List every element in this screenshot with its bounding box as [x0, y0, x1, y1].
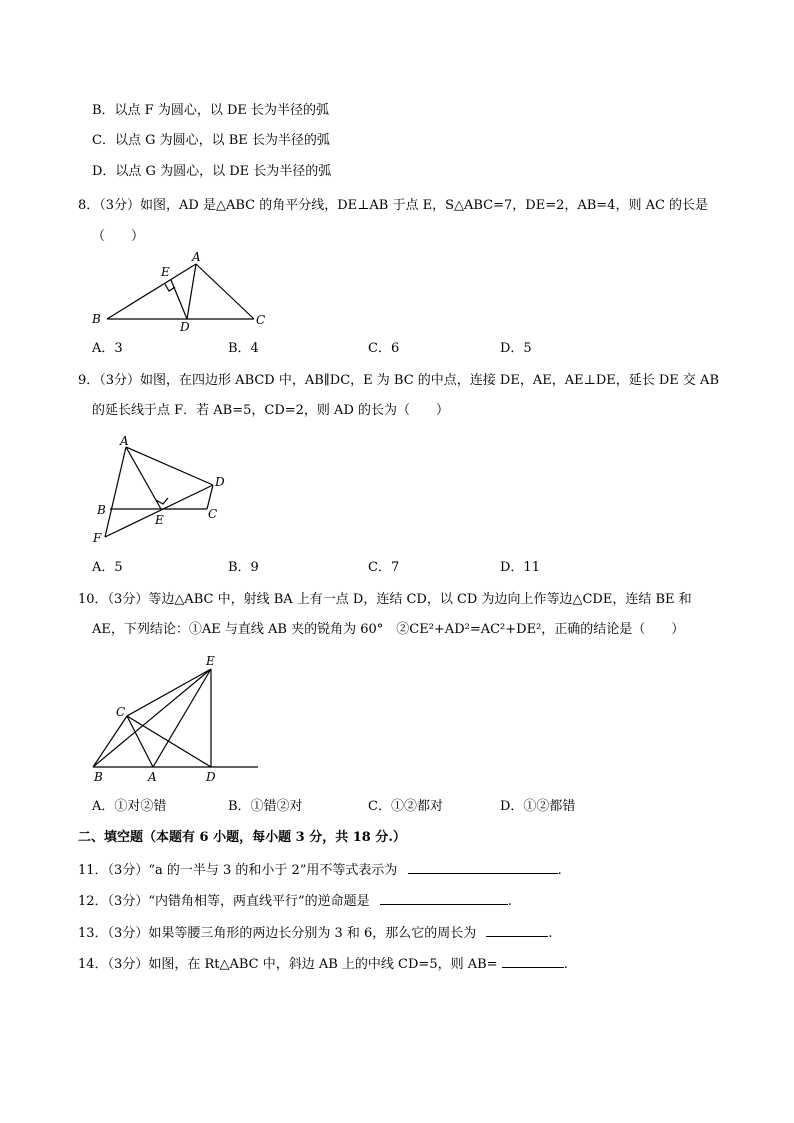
q10-option-b: B．①错②对 [228, 799, 303, 814]
q8-stem: 8．（3分）如图，AD 是△ABC 的角平分线，DE⊥AB 于点 E，S△ABC=7，DE=2，AB=4，则 AC 的长是 [78, 198, 709, 213]
q9-option-c: C．7 [368, 560, 400, 575]
q12-answer-blank[interactable] [380, 892, 508, 905]
q8-option-c: C．6 [368, 341, 400, 356]
q10-stem-2: AE，下列结论：①AE 与直线 AB 夹的锐角为 60° ②CE²+AD²=AC²+DE²，正确的结论是（ ） [92, 622, 685, 637]
q8-label-a: A [192, 250, 201, 264]
q9-option-d: D．11 [500, 560, 540, 575]
q10-option-c: C．①②都对 [368, 799, 443, 814]
q10-stem-1: 10．（3分）等边△ABC 中，射线 BA 上有一点 D，连结 CD，以 CD 为边向上作等边△CDE，连结 BE 和 [78, 592, 692, 607]
q8-option-b: B．4 [228, 341, 259, 356]
q13-period: . [548, 926, 553, 941]
q9-option-b: B．9 [228, 560, 259, 575]
q9-stem-2: 的延长线于点 F．若 AB=5，CD=2，则 AD 的长为（ ） [92, 403, 449, 418]
q9-option-a: A．5 [92, 560, 123, 575]
q10-label-e: E [206, 654, 215, 668]
q14-period: . [563, 957, 568, 972]
q9-stem-1: 9．（3分）如图，在四边形 ABCD 中，AB∥DC，E 为 BC 的中点，连接 DE，AE，AE⊥DE，延长 DE 交 AB [78, 373, 719, 388]
q11-period: . [557, 863, 562, 878]
q10-label-a: A [148, 770, 157, 784]
q9-label-c: C [208, 507, 218, 521]
q14-text: 14．（3分）如图，在 Rt△ABC 中，斜边 AB 上的中线 CD=5，则 AB= [78, 957, 498, 972]
q11-answer-blank[interactable] [408, 861, 558, 874]
q7-option-d: D．以点 G 为圆心，以 DE 长为半径的弧 [92, 164, 332, 179]
q13-answer-blank[interactable] [486, 924, 548, 937]
q7-option-c: C．以点 G 为圆心，以 BE 长为半径的弧 [92, 133, 330, 148]
q10-label-d: D [206, 770, 216, 784]
q8-option-d: D．5 [500, 341, 532, 356]
q9-label-a: A [120, 434, 129, 448]
q11-text: 11．（3分）“a 的一半与 3 的和小于 2”用不等式表示为 [78, 863, 398, 878]
q13 [78, 924, 553, 943]
q9-label-b: B [97, 503, 106, 517]
section-heading: 二、填空题（本题有 6 小题，每小题 3 分，共 18 分.） [78, 830, 406, 845]
q12 [78, 892, 512, 911]
q8-label-d: D [180, 320, 190, 334]
q12-period: . [507, 894, 512, 909]
q13-text: 13．（3分）如果等腰三角形的两边长分别为 3 和 6，那么它的周长为 [78, 926, 477, 941]
q9-label-f: F [93, 531, 102, 545]
q11 [78, 861, 562, 880]
q10-option-a: A．①对②错 [92, 799, 167, 814]
q8-label-c: C [256, 313, 266, 327]
q10-option-d: D．①②都错 [500, 799, 576, 814]
q8-paren: （ ） [92, 229, 145, 244]
q14 [78, 955, 568, 974]
q10-label-c: C [116, 705, 126, 719]
q8-label-e: E [161, 265, 170, 279]
q7-option-b: B．以点 F 为圆心，以 DE 长为半径的弧 [92, 103, 330, 118]
q9-label-e: E [155, 513, 164, 527]
q8-option-a: A．3 [92, 341, 123, 356]
q14-answer-blank[interactable] [502, 955, 564, 968]
q10-label-b: B [94, 770, 103, 784]
q12-text: 12．（3分）“内错角相等，两直线平行”的逆命题是 [78, 894, 370, 909]
q9-label-d: D [215, 475, 225, 489]
q8-label-b: B [92, 312, 101, 326]
